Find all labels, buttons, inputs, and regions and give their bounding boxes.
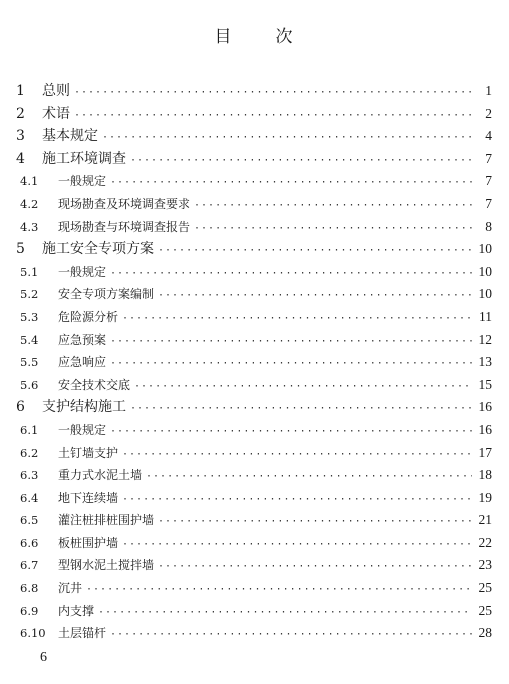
page-number: 6 bbox=[40, 650, 47, 665]
toc-entry[interactable] bbox=[14, 396, 492, 419]
toc-entry[interactable] bbox=[14, 622, 492, 645]
toc-entry-number: 5.3 bbox=[20, 309, 39, 324]
toc-entry-label: 一般规定 bbox=[58, 174, 107, 189]
toc-entry-number: 6 bbox=[16, 399, 25, 416]
toc-entry-label: 现场勘查与环境调查报告 bbox=[58, 219, 191, 234]
toc-entry-page: 16 bbox=[478, 399, 492, 415]
dot-leader bbox=[194, 218, 472, 241]
dot-leader bbox=[122, 534, 472, 557]
toc-entry-number: 2 bbox=[16, 105, 25, 122]
toc-entry-label: 重力式水泥土墙 bbox=[58, 468, 143, 483]
toc-entry-label: 地下连续墙 bbox=[58, 490, 119, 505]
toc-entry-number: 4.2 bbox=[20, 196, 39, 211]
toc-entry-number: 6.10 bbox=[20, 626, 46, 641]
toc-entry-page: 7 bbox=[485, 173, 492, 189]
toc-entry-label: 灌注桩排桩围护墙 bbox=[58, 513, 155, 528]
toc-entry-page: 23 bbox=[478, 557, 492, 573]
toc-entry-page: 8 bbox=[485, 218, 492, 234]
dot-leader bbox=[146, 466, 472, 489]
dot-leader bbox=[110, 172, 472, 195]
toc-entry[interactable] bbox=[14, 464, 492, 487]
toc-entry[interactable] bbox=[14, 80, 492, 103]
toc-entry[interactable] bbox=[14, 600, 492, 623]
toc-entry-label: 术语 bbox=[42, 105, 70, 122]
dot-leader bbox=[122, 308, 472, 331]
dot-leader bbox=[110, 421, 472, 444]
title-char-2: 次 bbox=[275, 27, 295, 47]
toc-entry[interactable] bbox=[14, 238, 492, 261]
toc-entry-number: 4 bbox=[16, 150, 25, 167]
toc-entry-page: 22 bbox=[478, 534, 492, 550]
toc-entry[interactable] bbox=[14, 103, 492, 126]
toc-entry-label: 安全技术交底 bbox=[58, 377, 131, 392]
toc-entry-page: 28 bbox=[478, 625, 492, 641]
toc-entry-number: 5.4 bbox=[20, 332, 39, 347]
toc-entry-page: 10 bbox=[478, 263, 492, 279]
dot-leader bbox=[194, 195, 472, 218]
toc-entry-page: 12 bbox=[478, 331, 492, 347]
toc-entry-page: 15 bbox=[478, 376, 492, 392]
dot-leader bbox=[158, 556, 472, 579]
toc-entry-number: 5.2 bbox=[20, 287, 39, 302]
toc-entry-label: 施工环境调查 bbox=[42, 150, 126, 167]
toc-entry-number: 3 bbox=[16, 128, 25, 145]
toc-entry-number: 6.5 bbox=[20, 513, 39, 528]
toc-entry-page: 2 bbox=[485, 105, 492, 121]
toc-entry[interactable] bbox=[14, 283, 492, 306]
toc-entry-number: 1 bbox=[16, 83, 25, 99]
toc-entry-number: 6.7 bbox=[20, 558, 39, 573]
toc-entry-page: 10 bbox=[478, 241, 492, 257]
dot-leader bbox=[98, 602, 472, 625]
toc-entry[interactable] bbox=[14, 374, 492, 397]
toc-entry-page: 21 bbox=[478, 512, 492, 528]
toc-entry-label: 基本规定 bbox=[42, 128, 98, 145]
toc-entry[interactable] bbox=[14, 577, 492, 600]
toc-entry-label: 安全专项方案编制 bbox=[58, 287, 155, 302]
toc-entry-page: 4 bbox=[485, 128, 492, 144]
title-char-1: 目 bbox=[214, 27, 234, 47]
toc-entry[interactable] bbox=[14, 306, 492, 329]
toc-entry[interactable] bbox=[14, 193, 492, 216]
toc-entry-label: 土层锚杆 bbox=[58, 626, 107, 641]
toc-entry-page: 7 bbox=[485, 195, 492, 211]
toc-entry-number: 4.3 bbox=[20, 219, 39, 234]
toc-entry-number: 5.1 bbox=[20, 264, 39, 279]
dot-leader bbox=[158, 285, 472, 308]
dot-leader bbox=[122, 444, 472, 467]
toc-entry-label: 施工安全专项方案 bbox=[42, 241, 154, 258]
toc-entry[interactable] bbox=[14, 148, 492, 171]
toc-entry-label: 现场勘查及环境调查要求 bbox=[58, 196, 191, 211]
toc-entry-page: 25 bbox=[478, 580, 492, 596]
toc-entry-label: 型钢水泥土搅拌墙 bbox=[58, 558, 155, 573]
toc-entry-label: 支护结构施工 bbox=[42, 399, 126, 416]
toc-entry-number: 6.6 bbox=[20, 535, 39, 550]
page-title bbox=[0, 22, 509, 47]
toc-entry[interactable] bbox=[14, 216, 492, 239]
toc-entry-label: 危险源分析 bbox=[58, 309, 119, 324]
toc-entry-number: 6.8 bbox=[20, 581, 39, 596]
toc-entry[interactable] bbox=[14, 329, 492, 352]
toc-entry[interactable] bbox=[14, 487, 492, 510]
dot-leader bbox=[110, 624, 472, 647]
toc-entry-label: 沉井 bbox=[58, 581, 83, 596]
toc-entry[interactable] bbox=[14, 170, 492, 193]
toc-entry[interactable] bbox=[14, 532, 492, 555]
table-of-contents bbox=[14, 80, 492, 645]
toc-entry-page: 1 bbox=[485, 83, 492, 98]
toc-entry-page: 25 bbox=[478, 602, 492, 618]
dot-leader bbox=[122, 489, 472, 512]
toc-entry-number: 6.9 bbox=[20, 603, 39, 618]
dot-leader bbox=[130, 398, 472, 421]
toc-entry-number: 5.6 bbox=[20, 377, 39, 392]
toc-entry-label: 板桩围护墙 bbox=[58, 535, 119, 550]
dot-leader bbox=[102, 127, 472, 150]
toc-entry-label: 应急预案 bbox=[58, 332, 107, 347]
toc-entry-label: 内支撑 bbox=[58, 603, 95, 618]
toc-entry[interactable] bbox=[14, 351, 492, 374]
toc-entry-page: 11 bbox=[479, 308, 492, 324]
toc-entry-page: 10 bbox=[478, 286, 492, 302]
dot-leader bbox=[110, 353, 472, 376]
toc-entry-number: 6.4 bbox=[20, 490, 39, 505]
toc-entry-number: 6.1 bbox=[20, 422, 39, 437]
toc-entry-label: 总则 bbox=[42, 83, 70, 99]
dot-leader bbox=[158, 511, 472, 534]
toc-entry-page: 7 bbox=[485, 150, 492, 166]
toc-entry-label: 一般规定 bbox=[58, 264, 107, 279]
toc-entry-page: 19 bbox=[478, 489, 492, 505]
toc-entry-page: 17 bbox=[478, 444, 492, 460]
dot-leader bbox=[134, 376, 472, 399]
dot-leader bbox=[130, 150, 472, 173]
toc-entry[interactable] bbox=[14, 442, 492, 465]
toc-entry-page: 16 bbox=[478, 421, 492, 437]
dot-leader bbox=[74, 105, 472, 128]
dot-leader bbox=[86, 579, 472, 602]
dot-leader bbox=[110, 331, 472, 354]
toc-entry[interactable] bbox=[14, 509, 492, 532]
toc-entry-page: 18 bbox=[478, 467, 492, 483]
toc-entry-label: 土钉墙支护 bbox=[58, 445, 119, 460]
toc-entry[interactable] bbox=[14, 419, 492, 442]
toc-entry-number: 6.3 bbox=[20, 468, 39, 483]
toc-entry[interactable] bbox=[14, 125, 492, 148]
toc-entry-number: 6.2 bbox=[20, 445, 39, 460]
toc-entry-number: 4.1 bbox=[20, 174, 39, 189]
toc-entry[interactable] bbox=[14, 554, 492, 577]
toc-entry-page: 13 bbox=[478, 354, 492, 370]
toc-entry-label: 一般规定 bbox=[58, 422, 107, 437]
dot-leader bbox=[74, 82, 472, 105]
toc-entry-number: 5 bbox=[16, 241, 25, 258]
toc-entry-label: 应急响应 bbox=[58, 355, 107, 370]
dot-leader bbox=[158, 240, 472, 263]
dot-leader bbox=[110, 263, 472, 286]
toc-entry-number: 5.5 bbox=[20, 355, 39, 370]
toc-entry[interactable] bbox=[14, 261, 492, 284]
